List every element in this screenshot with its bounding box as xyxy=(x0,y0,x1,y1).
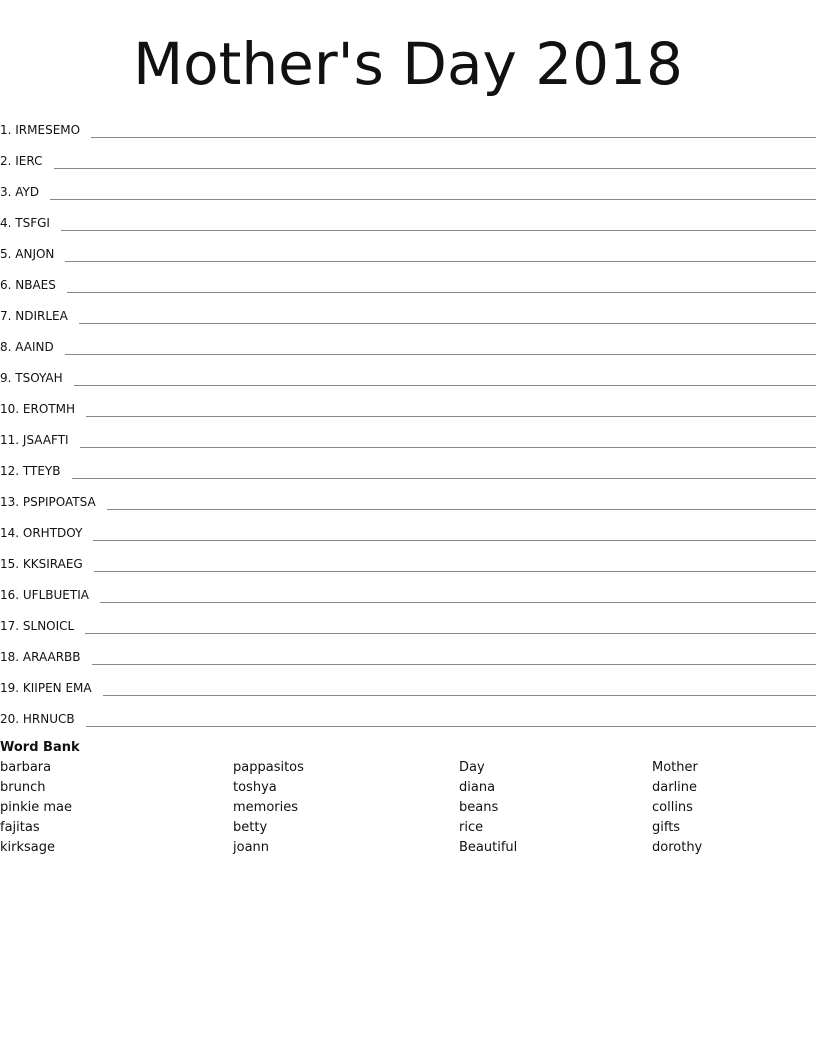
word-bank-word: toshya xyxy=(233,780,277,795)
question-label: 4. TSFGI xyxy=(0,216,50,230)
question-label: 16. UFLBUETIA xyxy=(0,588,89,602)
answer-line[interactable] xyxy=(79,323,816,324)
word-bank-column xyxy=(652,758,702,858)
word-bank-word: brunch xyxy=(0,780,46,795)
word-bank-word: pappasitos xyxy=(233,760,304,775)
question-label: 11. JSAAFTI xyxy=(0,433,69,447)
answer-line[interactable] xyxy=(50,199,816,200)
word-bank-word: fajitas xyxy=(0,820,40,835)
question-row xyxy=(0,388,816,419)
word-bank-word: barbara xyxy=(0,760,52,775)
word-bank-word: betty xyxy=(233,820,268,835)
question-label: 5. ANJON xyxy=(0,247,55,261)
answer-line[interactable] xyxy=(93,540,816,541)
answer-line[interactable] xyxy=(74,385,816,386)
answer-line[interactable] xyxy=(72,478,816,479)
answer-line[interactable] xyxy=(107,509,816,510)
answer-line[interactable] xyxy=(86,416,816,417)
word-bank-word: beans xyxy=(459,800,499,815)
question-row xyxy=(0,667,816,698)
word-bank-word: pinkie mae xyxy=(0,800,73,815)
question-row xyxy=(0,636,816,667)
word-bank-column xyxy=(459,758,517,858)
question-label: 1. IRMESEMO xyxy=(0,123,81,137)
answer-line[interactable] xyxy=(103,695,816,696)
word-bank-word: dorothy xyxy=(652,840,703,855)
answer-line[interactable] xyxy=(86,726,816,727)
question-label: 20. HRNUCB xyxy=(0,712,75,726)
question-label: 6. NBAES xyxy=(0,278,56,292)
question-row xyxy=(0,698,816,729)
question-label: 3. AYD xyxy=(0,185,40,199)
question-label: 9. TSOYAH xyxy=(0,371,63,385)
question-row xyxy=(0,543,816,574)
word-bank-word: rice xyxy=(459,820,484,835)
answer-line[interactable] xyxy=(67,292,816,293)
question-label: 15. KKSIRAEG xyxy=(0,557,83,571)
question-row xyxy=(0,450,816,481)
answer-line[interactable] xyxy=(85,633,816,634)
word-bank-word: Day xyxy=(459,760,485,775)
word-bank-word: diana xyxy=(459,780,496,795)
question-row xyxy=(0,295,816,326)
question-label: 2. IERC xyxy=(0,154,43,168)
word-bank-word: darline xyxy=(652,780,698,795)
word-bank-title: Word Bank xyxy=(0,740,80,755)
word-bank-column xyxy=(0,758,72,858)
question-label: 7. NDIRLEA xyxy=(0,309,68,323)
question-row xyxy=(0,357,816,388)
scramble-list xyxy=(0,109,816,729)
answer-line[interactable] xyxy=(65,261,816,262)
page-title: Mother's Day 2018 xyxy=(133,30,683,98)
question-row xyxy=(0,574,816,605)
question-row xyxy=(0,264,816,295)
question-row xyxy=(0,481,816,512)
question-row xyxy=(0,233,816,264)
question-label: 10. EROTMH xyxy=(0,402,75,416)
answer-line[interactable] xyxy=(61,230,816,231)
word-bank-grid xyxy=(0,758,816,858)
word-bank-word: kirksage xyxy=(0,840,56,855)
answer-line[interactable] xyxy=(80,447,816,448)
question-label: 12. TTEYB xyxy=(0,464,61,478)
word-bank-word: collins xyxy=(652,800,693,815)
question-row xyxy=(0,419,816,450)
answer-line[interactable] xyxy=(65,354,816,355)
question-row xyxy=(0,109,816,140)
answer-line[interactable] xyxy=(91,137,816,138)
question-label: 13. PSPIPOATSA xyxy=(0,495,96,509)
question-row xyxy=(0,326,816,357)
answer-line[interactable] xyxy=(92,664,816,665)
word-bank-word: joann xyxy=(233,840,270,855)
question-label: 17. SLNOICL xyxy=(0,619,75,633)
word-bank-word: gifts xyxy=(652,820,681,835)
word-bank xyxy=(0,738,816,858)
answer-line[interactable] xyxy=(94,571,816,572)
question-label: 8. AAIND xyxy=(0,340,54,354)
question-row xyxy=(0,140,816,171)
question-label: 19. KIIPEN EMA xyxy=(0,681,92,695)
question-row xyxy=(0,202,816,233)
question-row xyxy=(0,171,816,202)
question-label: 18. ARAARBB xyxy=(0,650,81,664)
word-bank-word: memories xyxy=(233,800,299,815)
question-row xyxy=(0,512,816,543)
answer-line[interactable] xyxy=(100,602,816,603)
word-bank-word: Mother xyxy=(652,760,698,775)
word-bank-word: Beautiful xyxy=(459,840,518,855)
question-row xyxy=(0,605,816,636)
answer-line[interactable] xyxy=(54,168,816,169)
question-label: 14. ORHTDOY xyxy=(0,526,83,540)
word-bank-column xyxy=(233,758,304,858)
